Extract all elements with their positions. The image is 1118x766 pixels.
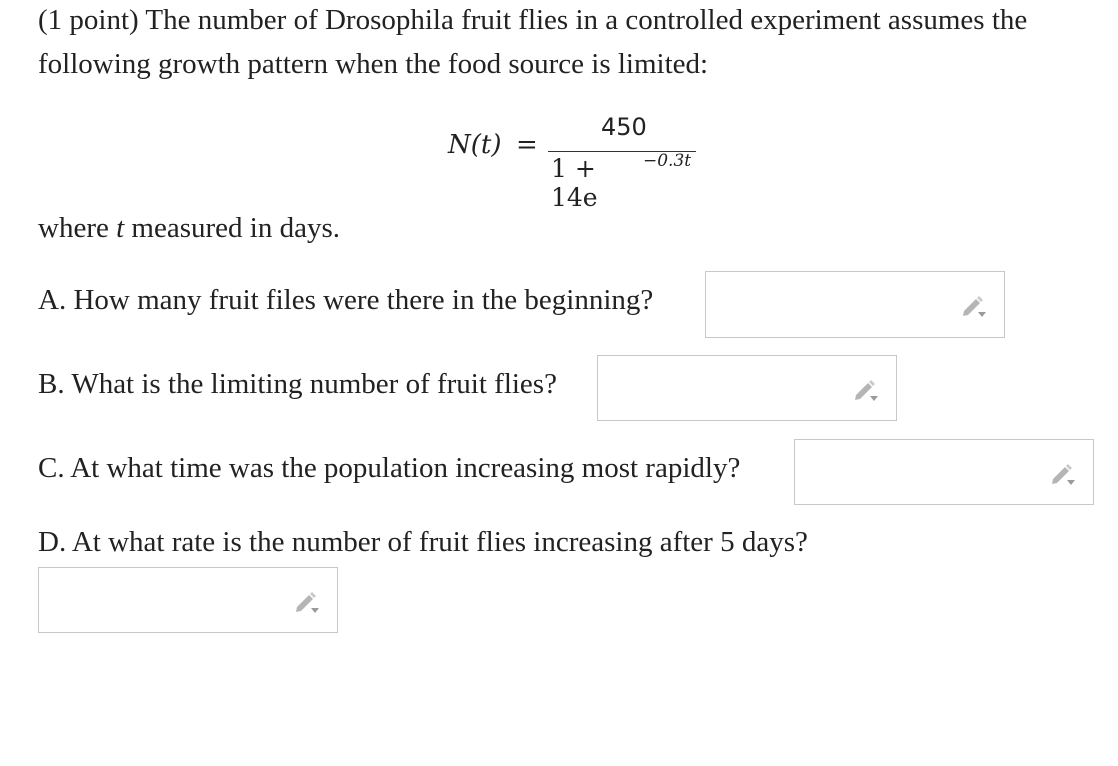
pencil-dropdown-icon[interactable] xyxy=(850,374,880,404)
pencil-dropdown-icon[interactable] xyxy=(1047,458,1077,488)
problem-intro-line2: following growth pattern when the food source is limited: xyxy=(38,48,709,80)
question-c-label: C. At what time was the population increasing most rapidly? xyxy=(38,452,741,484)
equation-denominator-exponent: −0.3t xyxy=(643,151,692,171)
equation-numerator: 450 xyxy=(601,113,647,141)
question-a-label: A. How many fruit files were there in the beginning? xyxy=(38,284,654,316)
question-d-label: D. At what rate is the number of fruit flies increasing after 5 days? xyxy=(38,526,808,558)
answer-c-input[interactable] xyxy=(794,439,1094,505)
problem-intro-line1: (1 point) The number of Drosophila fruit flies in a controlled experiment assumes the xyxy=(38,4,1028,36)
question-b-label: B. What is the limiting number of fruit flies? xyxy=(38,368,557,400)
answer-d-input[interactable] xyxy=(38,567,338,633)
answer-a-input[interactable] xyxy=(705,271,1005,338)
where-text: where t measured in days. xyxy=(38,212,340,244)
equation-lhs: N(t) xyxy=(448,130,502,160)
equation-equals: = xyxy=(516,130,538,160)
answer-b-input[interactable] xyxy=(597,355,897,421)
pencil-dropdown-icon[interactable] xyxy=(291,586,321,616)
pencil-dropdown-icon[interactable] xyxy=(958,290,988,320)
equation-denominator-base: 1 + 14e xyxy=(551,154,598,212)
